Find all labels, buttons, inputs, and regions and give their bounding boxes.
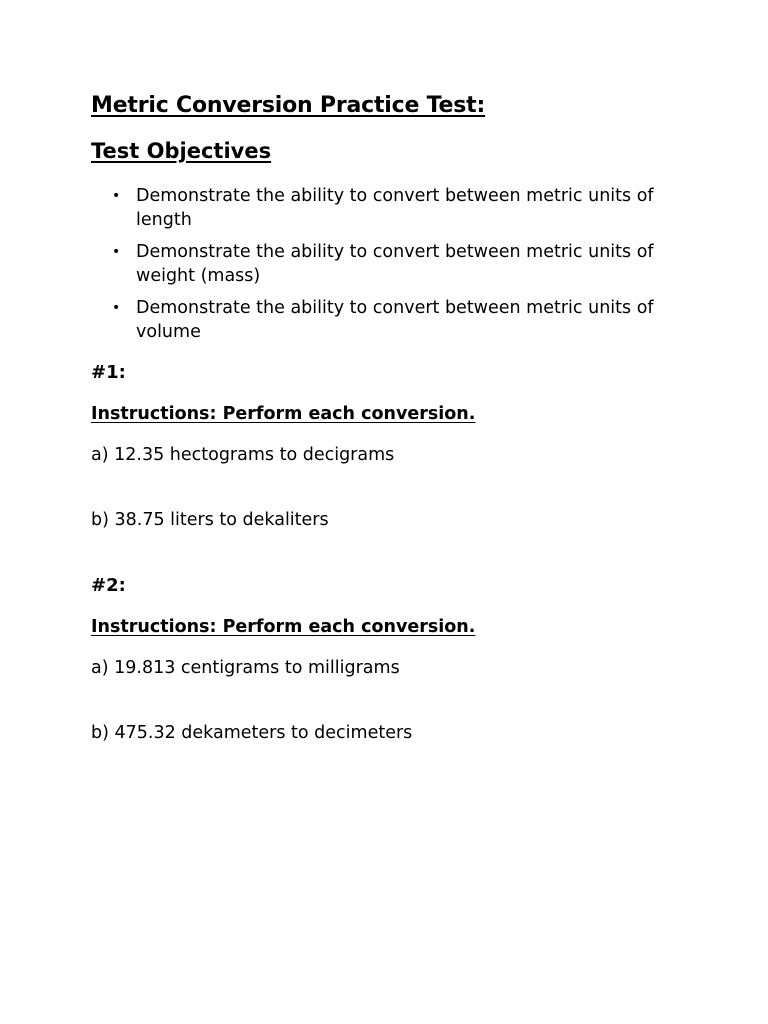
objective-item: [108, 296, 668, 344]
objective-text: Demonstrate the ability to convert between metric units of weight (mass): [136, 242, 654, 286]
objective-text: Demonstrate the ability to convert between metric units of volume: [136, 298, 654, 342]
objective-text: Demonstrate the ability to convert between metric units of length: [136, 186, 654, 230]
objectives-heading: Test Objectives: [91, 139, 272, 163]
document-title: Metric Conversion Practice Test:: [91, 93, 486, 118]
question-item: a) 12.35 hectograms to decigrams: [91, 445, 395, 465]
question-item: b) 38.75 liters to dekaliters: [91, 510, 329, 530]
question-item: b) 475.32 dekameters to decimeters: [91, 723, 413, 743]
objective-item: [108, 184, 668, 232]
objective-item: [108, 240, 668, 288]
bullet-icon: •: [112, 300, 121, 316]
question-item: a) 19.813 centigrams to milligrams: [91, 658, 400, 678]
objectives-list: [108, 184, 668, 352]
question-number: #2:: [91, 575, 126, 596]
bullet-icon: •: [112, 244, 121, 260]
question-instructions: Instructions: Perform each conversion.: [91, 617, 476, 637]
question-number: #1:: [91, 362, 126, 383]
question-instructions: Instructions: Perform each conversion.: [91, 404, 476, 424]
bullet-icon: •: [112, 188, 121, 204]
